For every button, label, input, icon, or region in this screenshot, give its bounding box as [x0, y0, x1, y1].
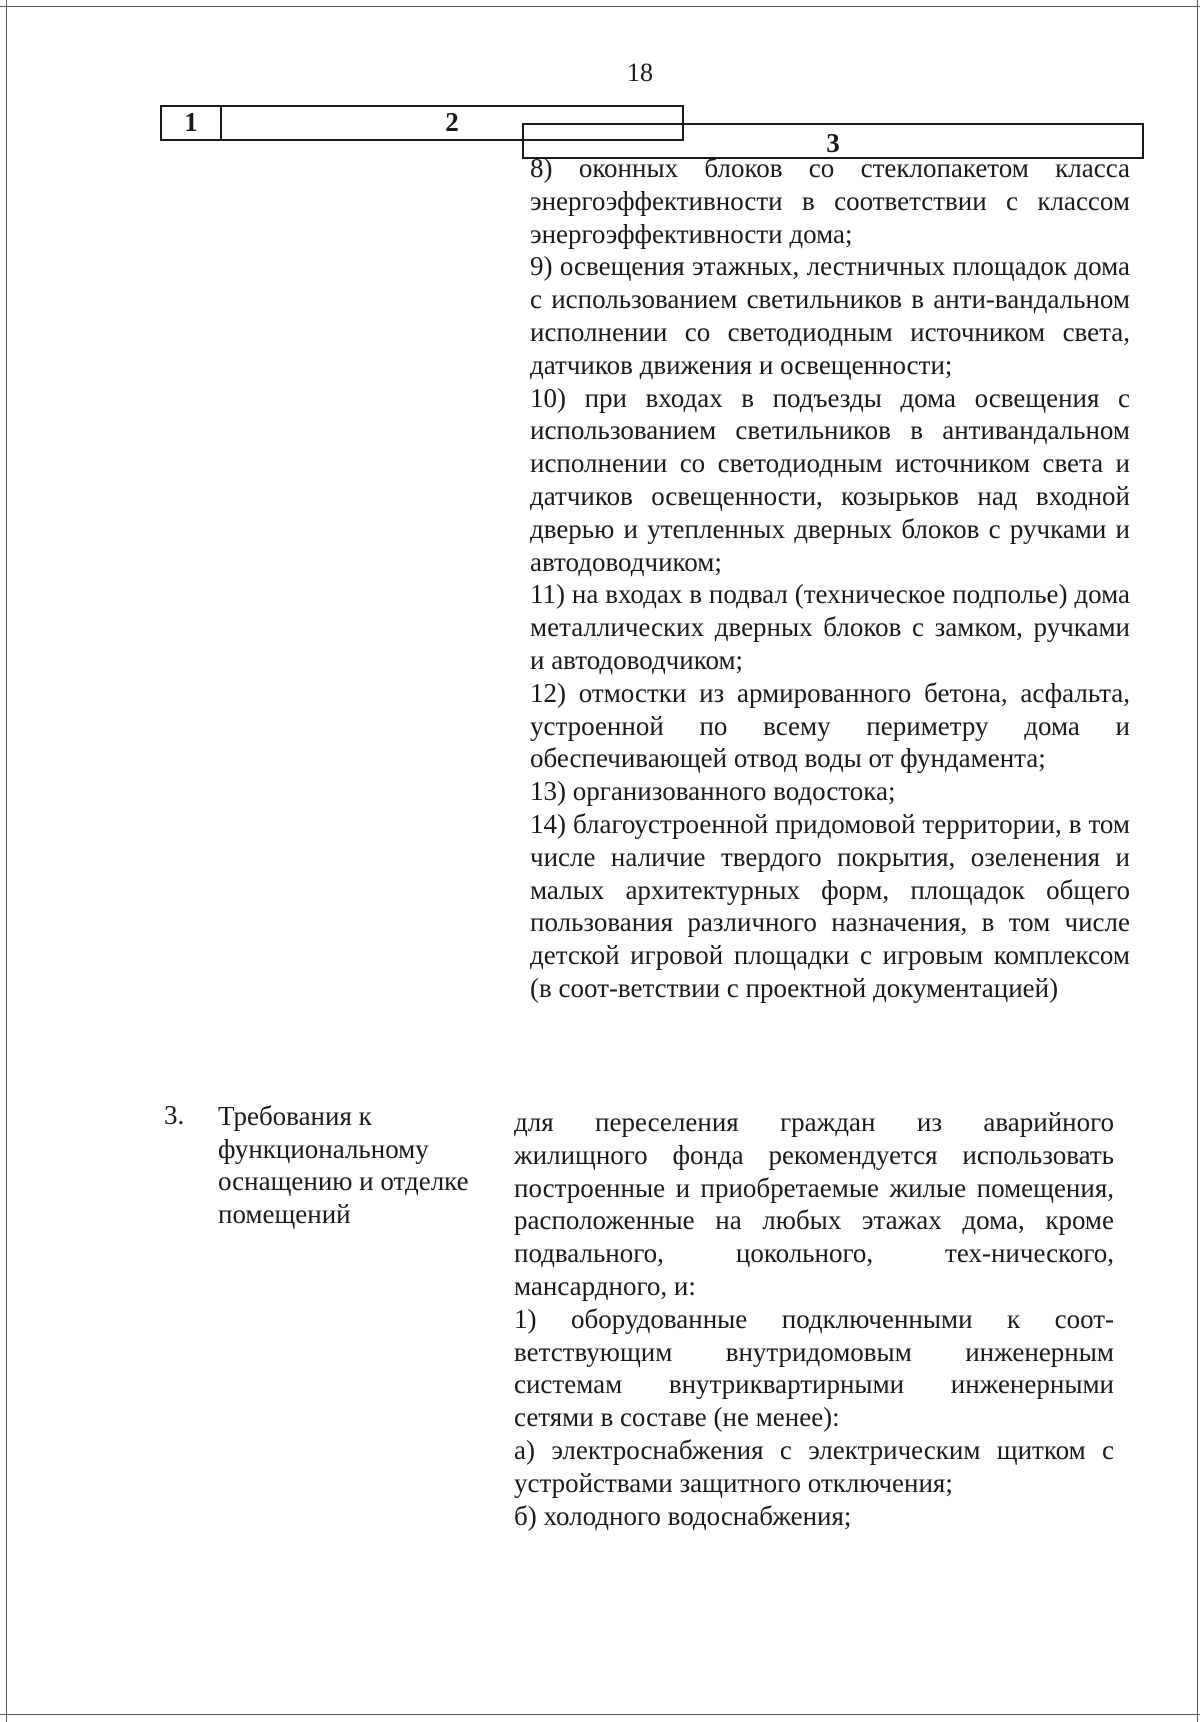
scan-edge-left	[6, 0, 7, 1722]
table-header-row	[160, 105, 1144, 158]
scan-edge-top	[0, 6, 1200, 7]
section-3-title: Требования к функциональному оснащению и отделке помещений	[218, 1101, 469, 1229]
section-3-number: 3.	[164, 1100, 185, 1130]
section-3-column3	[514, 1106, 1114, 1532]
paragraph-item-14: 14) благоустроенной придомовой территории, в том числе наличие твердого покрытия, озеленения и малых архитектурных форм, площадок общего пользования различного назначения, в том числе детской игровой площадки с игровым комплексом (в соот-ветствии с проектной документацией)	[530, 808, 1130, 1003]
paragraph-item-10: 10) при входах в подъезды дома освещения с использованием светильников в антивандальном исполнении со светодиодным источником света и датчиков освещенности, козырьков над входной дверью и утепленных дверных блоков с ручками и автодоводчиком;	[530, 382, 1130, 577]
scan-edge-bottom	[0, 1714, 1200, 1715]
page-number: 18	[627, 58, 653, 87]
section-3-item-a: а) электроснабжения с электрическим щитком с устройствами защитного отключения;	[514, 1434, 1114, 1498]
section-3-intro-paragraph: для переселения граждан из аварийного жилищного фонда рекомендуется использовать построенные и приобретаемые жилые помещения, расположенные на любых этажах дома, кроме подвального, цокольного, тех-нического, мансардного, и:	[514, 1107, 1114, 1301]
section-3-item-1: 1) оборудованные подключенными к соот-ветствующим внутридомовым инженерным системам внутриквартирными инженерными сетями в составе (не менее):	[514, 1303, 1114, 1433]
header-cell-1: 1	[160, 105, 222, 141]
continued-section-column3	[530, 152, 1130, 1005]
paragraph-item-12: 12) отмостки из армированного бетона, асфальта, устроенной по всему периметру дома и обеспечивающей отвод воды от фундамента;	[530, 677, 1130, 774]
paragraph-item-8: 8) оконных блоков со стеклопакетом класса энергоэффективности в соответствии с классом энергоэффективности дома;	[530, 153, 1130, 249]
header-cell-2: 2	[220, 105, 684, 141]
header-cell-3: 3	[522, 123, 1144, 159]
paragraph-item-9: 9) освещения этажных, лестничных площадок дома с использованием светильников в анти-вандальном исполнении со светодиодным источником света, датчиков движения и освещенности;	[530, 251, 1130, 380]
scan-edge-right	[1197, 0, 1198, 1722]
section-3-item-b: б) холодного водоснабжения;	[514, 1500, 852, 1531]
paragraph-item-11: 11) на входах в подвал (техническое подполье) дома металлических дверных блоков с замком, ручками и автодоводчиком;	[530, 579, 1130, 675]
paragraph-item-13: 13) организованного водостока;	[530, 776, 896, 807]
